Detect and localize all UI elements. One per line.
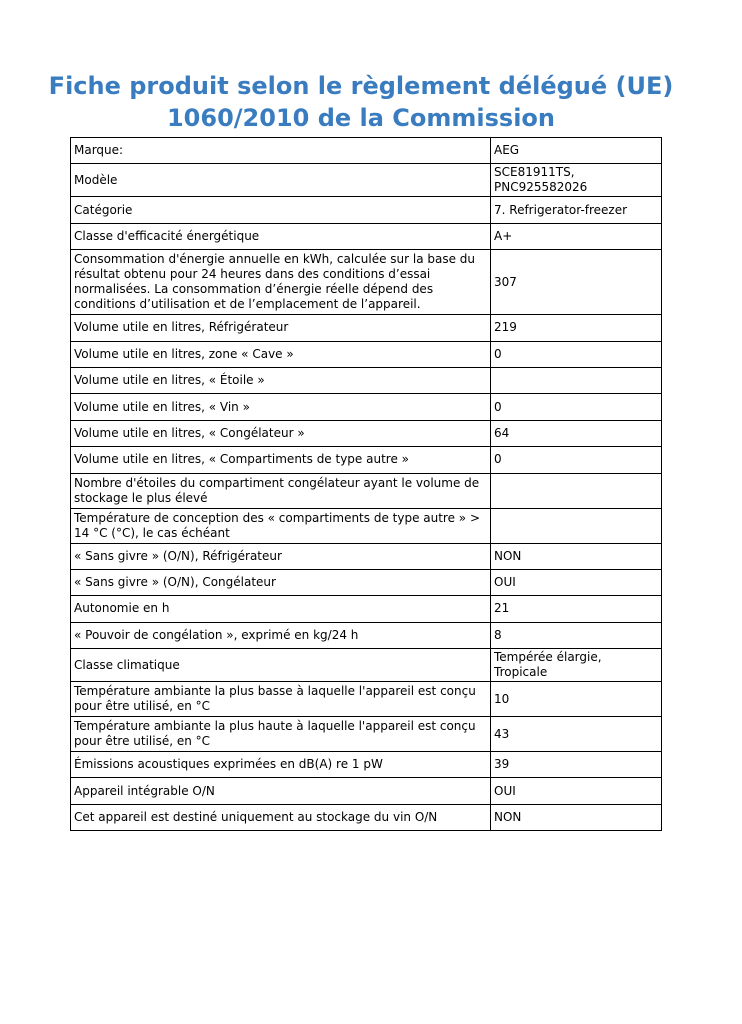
row-label: Température ambiante la plus basse à laquelle l'appareil est conçu pour être utilisé, en °C (71, 682, 491, 717)
row-label: Catégorie (71, 197, 491, 223)
table-row-frost-free-freezer (71, 569, 662, 595)
spec-table-body (71, 138, 662, 831)
row-label: Marque: (71, 138, 491, 164)
row-label: Émissions acoustiques exprimées en dB(A) re 1 pW (71, 752, 491, 778)
page-title-line-1: Fiche produit selon le règlement délégué (UE) (48, 72, 674, 100)
row-value: 0 (491, 341, 662, 367)
table-row-volume-cellar (71, 341, 662, 367)
row-label: Volume utile en litres, « Compartiments de type autre » (71, 447, 491, 473)
row-label: Autonomie en h (71, 596, 491, 622)
table-row-volume-wine (71, 394, 662, 420)
row-value: 307 (491, 250, 662, 315)
row-label: Classe climatique (71, 649, 491, 682)
row-label: Température de conception des « compartiments de type autre » > 14 °C (°C), le cas échéant (71, 508, 491, 543)
row-label: « Sans givre » (O/N), Congélateur (71, 569, 491, 595)
row-label: Volume utile en litres, « Vin » (71, 394, 491, 420)
row-value (491, 473, 662, 508)
table-row-model (71, 164, 662, 197)
table-row-volume-other (71, 447, 662, 473)
table-row-category (71, 197, 662, 223)
row-value: 64 (491, 420, 662, 446)
table-row-built-in (71, 778, 662, 804)
table-row-volume-fridge (71, 315, 662, 341)
table-row-volume-freezer (71, 420, 662, 446)
row-label: Nombre d'étoiles du compartiment congélateur ayant le volume de stockage le plus élevé (71, 473, 491, 508)
table-row-star-rating (71, 473, 662, 508)
row-value: NON (491, 804, 662, 830)
row-label: « Sans givre » (O/N), Réfrigérateur (71, 543, 491, 569)
row-value: SCE81911TS, PNC925582026 (491, 164, 662, 197)
table-row-volume-star (71, 367, 662, 393)
row-value: A+ (491, 223, 662, 249)
table-row-wine-storage-only (71, 804, 662, 830)
row-value: 0 (491, 447, 662, 473)
table-row-freezing-capacity (71, 622, 662, 648)
table-row-climate-class (71, 649, 662, 682)
row-value (491, 367, 662, 393)
row-label: Volume utile en litres, Réfrigérateur (71, 315, 491, 341)
product-spec-table (70, 137, 662, 831)
row-label: Volume utile en litres, zone « Cave » (71, 341, 491, 367)
row-value: OUI (491, 569, 662, 595)
row-value: 43 (491, 717, 662, 752)
table-row-max-ambient-temperature (71, 717, 662, 752)
table-row-noise-emissions (71, 752, 662, 778)
row-label: Classe d'efficacité énergétique (71, 223, 491, 249)
row-value: OUI (491, 778, 662, 804)
row-label: Volume utile en litres, « Congélateur » (71, 420, 491, 446)
table-row-min-ambient-temperature (71, 682, 662, 717)
row-value: 7. Refrigerator-freezer (491, 197, 662, 223)
table-row-frost-free-fridge (71, 543, 662, 569)
row-label: « Pouvoir de congélation », exprimé en kg/24 h (71, 622, 491, 648)
row-value: 219 (491, 315, 662, 341)
row-value: Tempérée élargie, Tropicale (491, 649, 662, 682)
row-label: Appareil intégrable O/N (71, 778, 491, 804)
table-row-autonomy (71, 596, 662, 622)
row-value: NON (491, 543, 662, 569)
table-row-design-temperature (71, 508, 662, 543)
row-value: 39 (491, 752, 662, 778)
row-value: AEG (491, 138, 662, 164)
row-value (491, 508, 662, 543)
table-row-brand (71, 138, 662, 164)
row-value: 8 (491, 622, 662, 648)
row-value: 10 (491, 682, 662, 717)
row-value: 21 (491, 596, 662, 622)
row-label: Cet appareil est destiné uniquement au stockage du vin O/N (71, 804, 491, 830)
row-label: Température ambiante la plus haute à laquelle l'appareil est conçu pour être utilisé, en °C (71, 717, 491, 752)
row-label: Volume utile en litres, « Étoile » (71, 367, 491, 393)
page-title (30, 70, 692, 134)
row-value: 0 (491, 394, 662, 420)
table-row-annual-consumption (71, 250, 662, 315)
table-row-energy-class (71, 223, 662, 249)
row-label: Modèle (71, 164, 491, 197)
row-label: Consommation d'énergie annuelle en kWh, calculée sur la base du résultat obtenu pour 24 heures dans des conditions d’essai normalisées. La consommation d’énergie réelle dépend des conditions d’utilisation et de l’emplacement de l’appareil. (71, 250, 491, 315)
page-title-line-2: 1060/2010 de la Commission (166, 104, 556, 132)
